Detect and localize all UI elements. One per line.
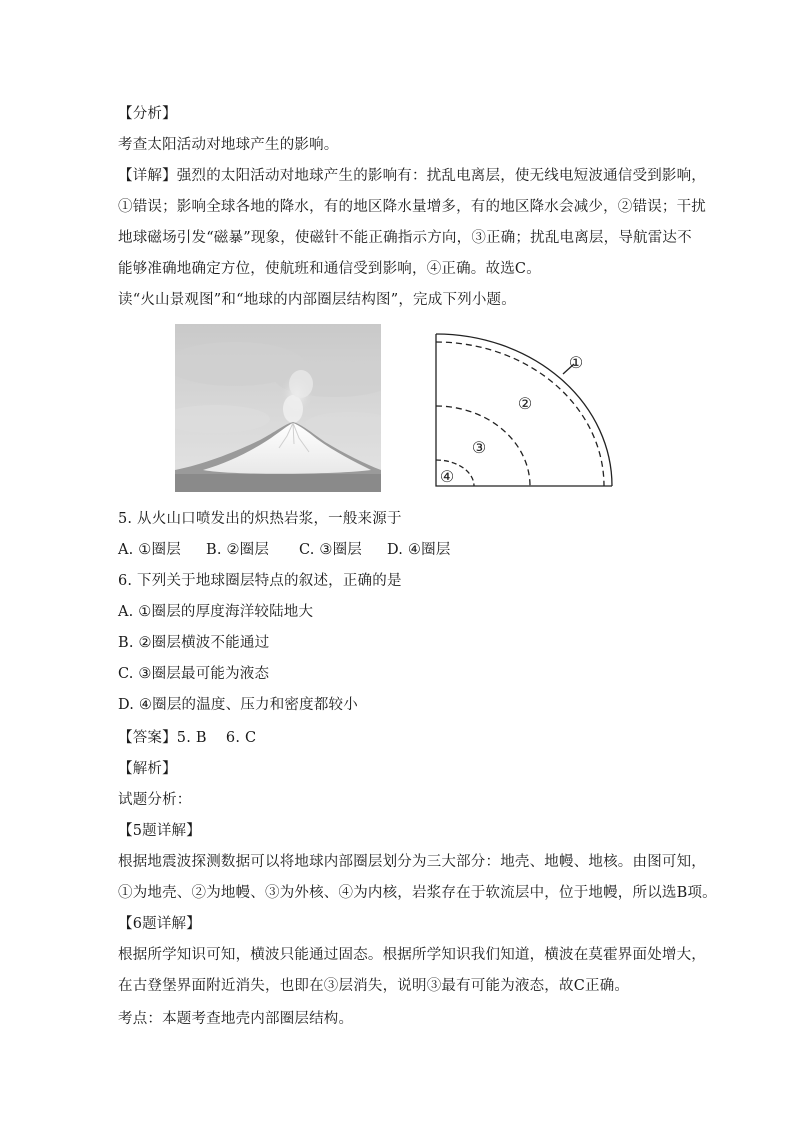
earth-interior-layers-diagram — [430, 330, 616, 490]
q6-option-d: D. ④圈层的温度、压力和密度都较小 — [118, 697, 358, 713]
q6-option-b: B. ②圈层横波不能通过 — [118, 635, 270, 651]
shiti-label: 试题分析： — [118, 792, 192, 808]
analysis-text: 考查太阳活动对地球产生的影响。 — [118, 137, 339, 153]
q5-option-b: B. ②圈层 — [206, 542, 270, 558]
volcano-landscape-image — [175, 324, 381, 492]
detail5-heading: 【5题详解】 — [118, 823, 201, 839]
kaodian-line: 考点：本题考查地壳内部圈层结构。 — [118, 1011, 354, 1027]
layer-label-3: ③ — [471, 438, 487, 457]
detail6-line-1: 根据所学知识可知，横波只能通过固态。根据所学知识我们知道，横波在莫霍界面处增大， — [118, 947, 706, 963]
layer-label-2: ② — [517, 394, 533, 413]
detail5-line-2: ①为地壳、②为地幔、③为外核、④为内核，岩浆存在于软流层中，位于地幔，所以选B项。 — [118, 885, 717, 901]
layer-label-4: ④ — [439, 467, 455, 486]
q6-stem: 6. 下列关于地球圈层特点的叙述，正确的是 — [118, 573, 402, 589]
detail-line-2: ①错误；影响全球各地的降水，有的地区降水量增多，有的地区降水会减少，②错误；干扰 — [118, 199, 706, 215]
question-intro: 读“火山景观图”和“地球的内部圈层结构图”，完成下列小题。 — [118, 292, 516, 308]
q6-option-a: A. ①圈层的厚度海洋较陆地大 — [118, 604, 314, 620]
jiexi-heading: 【解析】 — [118, 761, 177, 777]
detail-line-1: 【详解】强烈的太阳活动对地球产生的影响有：扰乱电离层，使无线电短波通信受到影响， — [118, 168, 706, 184]
q5-option-d: D. ④圈层 — [387, 542, 451, 558]
q5-option-a: A. ①圈层 — [118, 542, 181, 558]
q5-stem: 5. 从火山口喷发出的炽热岩浆，一般来源于 — [118, 511, 402, 527]
detail5-line-1: 根据地震波探测数据可以将地球内部圈层划分为三大部分：地壳、地幔、地核。由图可知， — [118, 854, 706, 870]
detail-line-4: 能够准确地确定方位，使航班和通信受到影响，④正确。故选C。 — [118, 261, 541, 277]
layer-label-1: ① — [568, 353, 584, 372]
analysis-heading: 【分析】 — [118, 106, 177, 122]
detail-line-3: 地球磁场引发“磁暴”现象，使磁针不能正确指示方向，③正确；扰乱电离层，导航雷达不 — [118, 230, 692, 246]
q6-option-c: C. ③圈层最可能为液态 — [118, 666, 270, 682]
q5-option-c: C. ③圈层 — [299, 542, 362, 558]
detail6-heading: 【6题详解】 — [118, 916, 201, 932]
detail6-line-2: 在古登堡界面附近消失，也即在③层消失，说明③最有可能为液态，故C正确。 — [118, 978, 630, 994]
q5-options — [118, 540, 451, 560]
answer-line: 【答案】5. B 6. C — [118, 730, 257, 746]
